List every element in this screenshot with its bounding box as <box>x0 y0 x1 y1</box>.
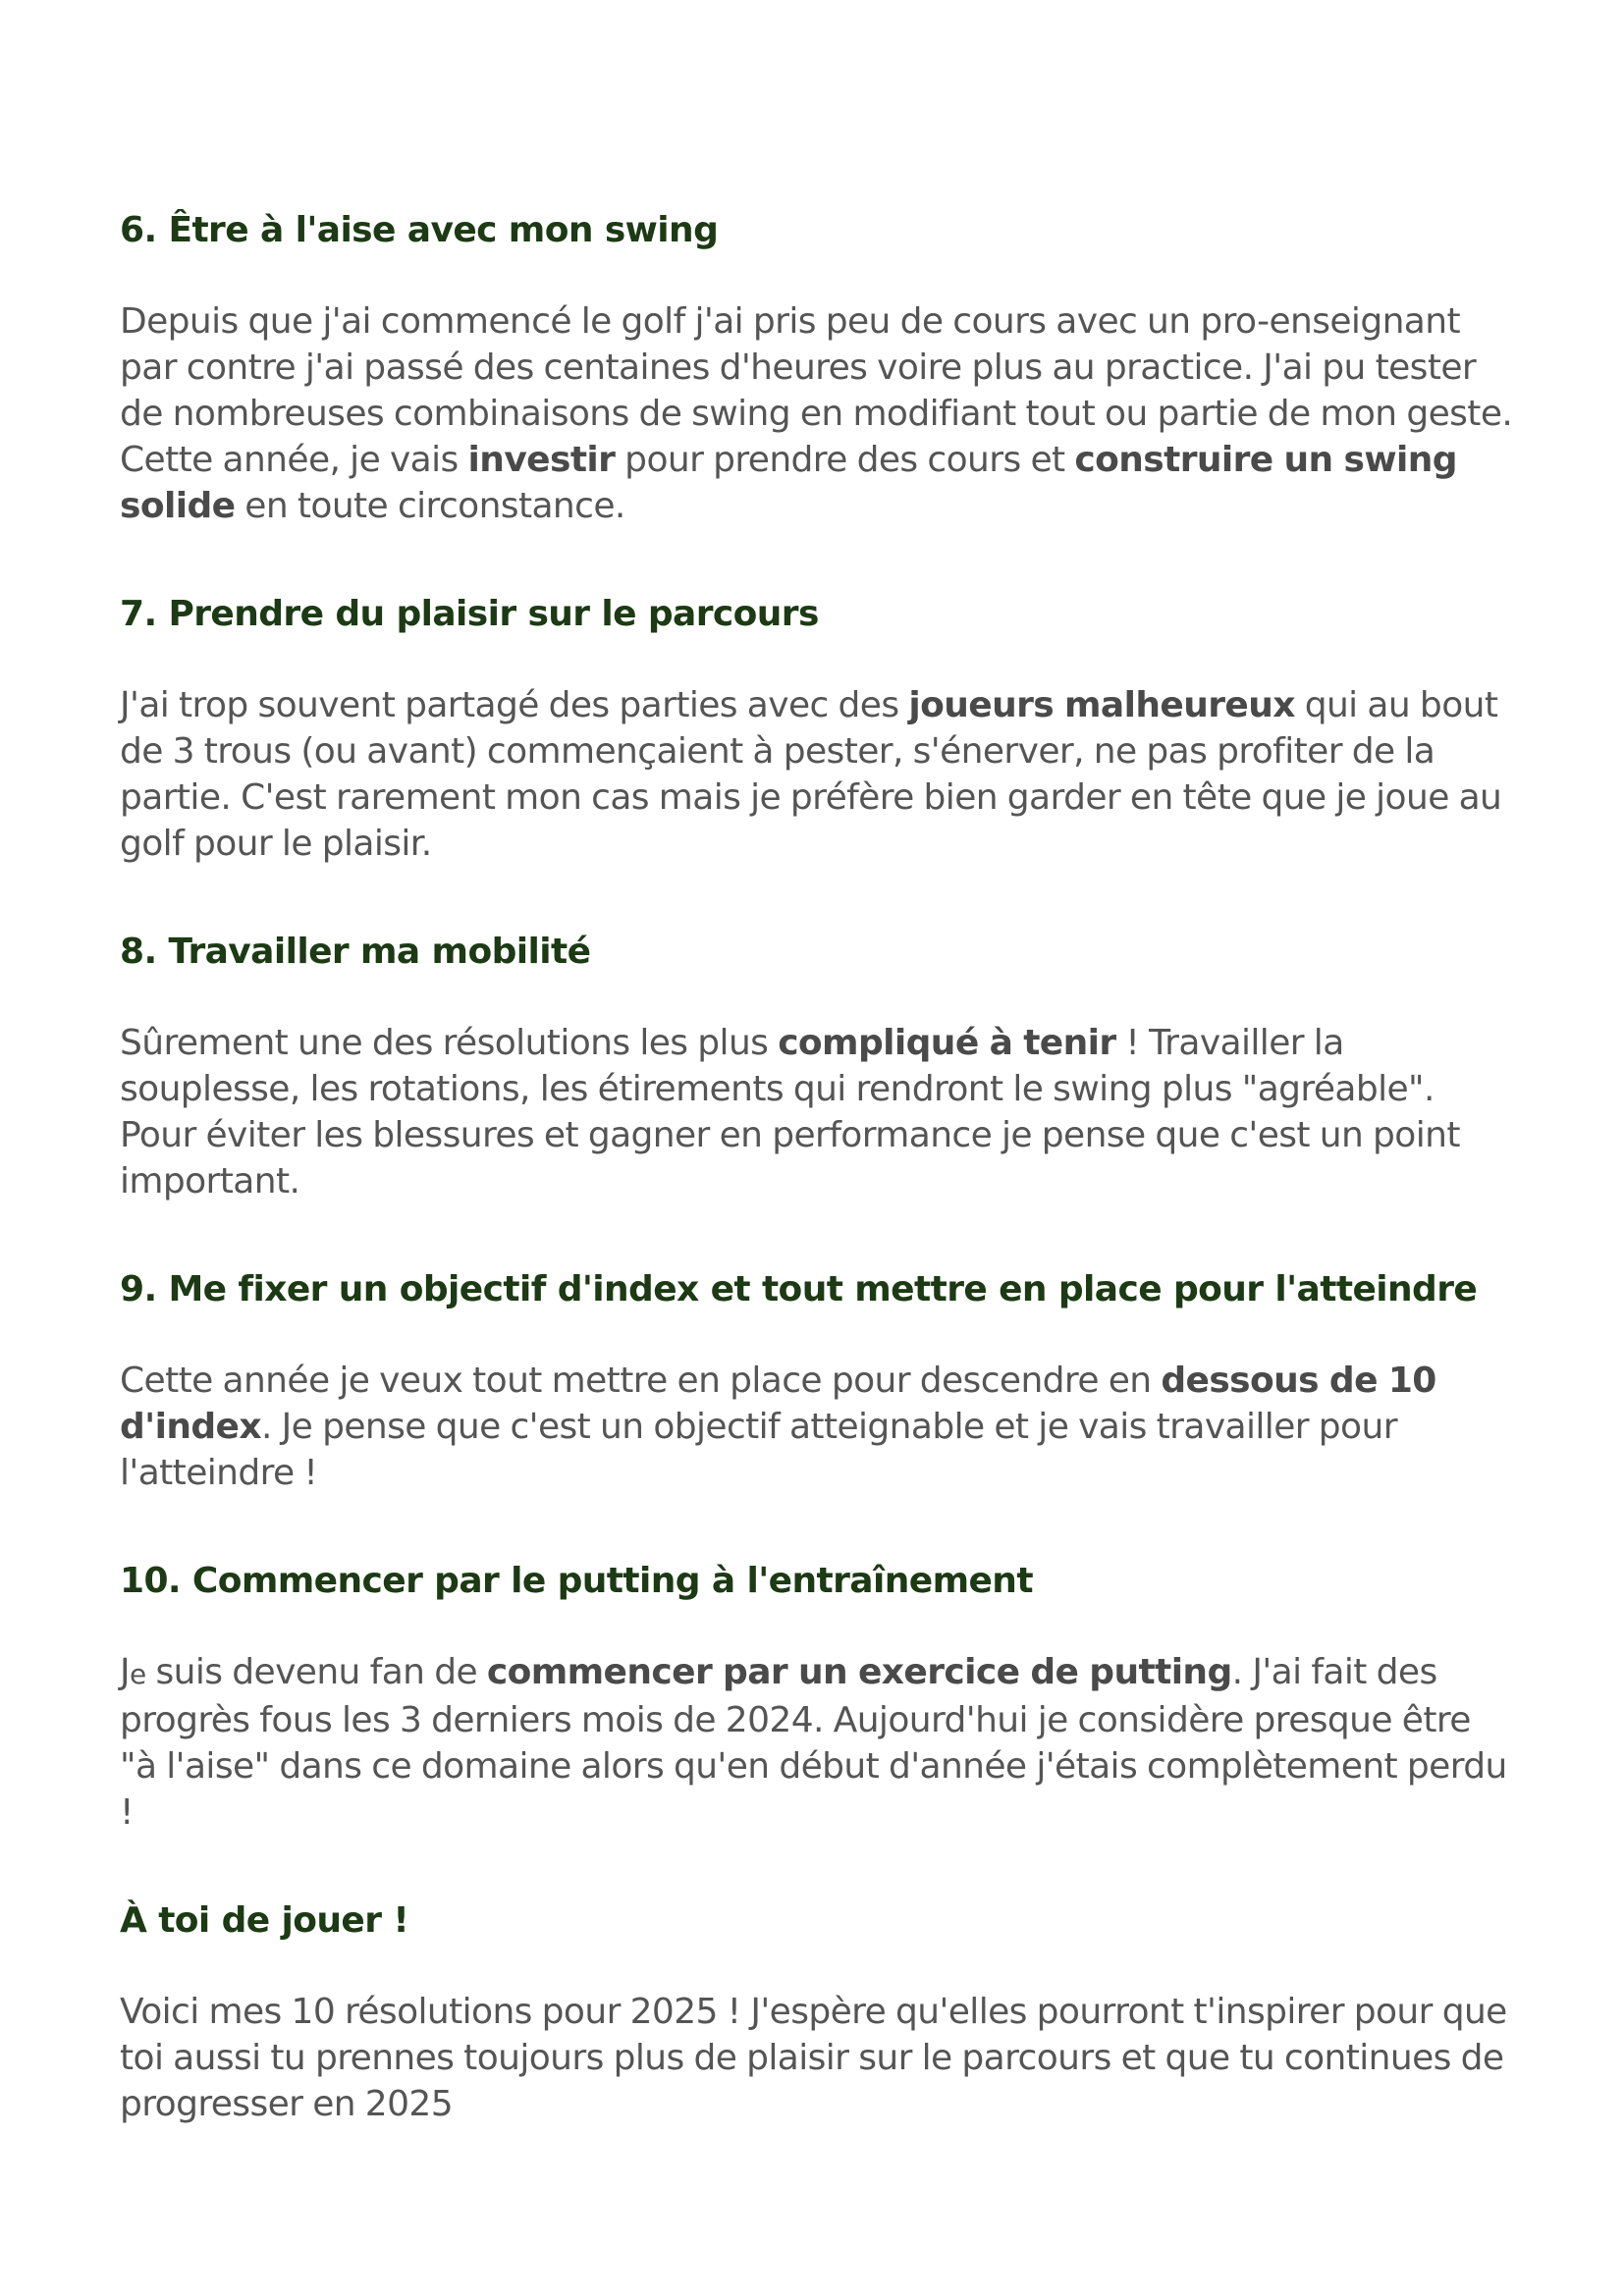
body-emphasis: dessous de 10 d'index <box>120 1361 1436 1447</box>
body-text: . Je pense que c'est un objectif atteignable et je vais travailler pour l'atteindre ! <box>120 1407 1397 1493</box>
body-text: suis devenu fan de <box>145 1652 487 1692</box>
section-body <box>120 1020 1514 1204</box>
section-putting <box>120 1557 1514 1836</box>
section-body <box>120 1358 1514 1496</box>
section-body <box>120 1989 1514 2127</box>
section-title: À toi de jouer ! <box>120 1900 409 1941</box>
section-title: 9. Me fixer un objectif d'index et tout mettre en place pour l'atteindre <box>120 1269 1478 1309</box>
body-text: Depuis que j'ai commencé le golf j'ai pris peu de cours avec un pro-enseignant par contre j'ai passé des centaines d'heures voire plus au practice. J'ai pu tester de nombreuses combinaisons de swing en modifiant tout ou partie de mon geste. Cette année, je vais <box>120 301 1513 480</box>
section-swing <box>120 206 1514 529</box>
section-title: 8. Travailler ma mobilité <box>120 932 591 972</box>
body-text: ! Travailler la souplesse, les rotations, les étirements qui rendront le swing plus "agréable". Pour éviter les blessures et gagner en performance je pense que c'est un point important. <box>120 1023 1460 1201</box>
document-page <box>120 206 1514 2188</box>
body-emphasis: investir <box>467 440 616 480</box>
body-emphasis: compliqué à tenir <box>778 1023 1116 1063</box>
body-emphasis: joueurs malheureux <box>908 685 1295 725</box>
body-text: Cette année je veux tout mettre en place pour descendre en <box>120 1361 1162 1401</box>
body-text: Sûrement une des résolutions les plus <box>120 1023 779 1063</box>
body-text-small: e <box>130 1658 146 1690</box>
body-text: en toute circonstance. <box>235 486 625 526</box>
body-emphasis: commencer par un exercice de putting <box>486 1652 1232 1692</box>
section-index <box>120 1265 1514 1496</box>
body-text: pour prendre des cours et <box>615 440 1075 480</box>
body-text: J'ai trop souvent partagé des parties avec des <box>120 685 909 725</box>
section-plaisir <box>120 590 1514 867</box>
section-title: 6. Être à l'aise avec mon swing <box>120 210 719 250</box>
section-body <box>120 682 1514 867</box>
body-text: Voici mes 10 résolutions pour 2025 ! J'espère qu'elles pourront t'inspirer pour que toi aussi tu prennes toujours plus de plaisir sur le parcours et que tu continues de progresser en 2025 <box>120 1992 1507 2124</box>
section-mobilite <box>120 928 1514 1204</box>
section-title: 10. Commencer par le putting à l'entraînement <box>120 1561 1033 1601</box>
section-conclusion <box>120 1896 1514 2127</box>
section-title: 7. Prendre du plaisir sur le parcours <box>120 594 819 634</box>
section-body <box>120 298 1514 529</box>
body-text: J <box>120 1652 131 1692</box>
body-emphasis: construire un swing solide <box>120 440 1457 526</box>
section-body <box>120 1649 1514 1836</box>
body-text: qui au bout de 3 trous (ou avant) commençaient à pester, s'énerver, ne pas profiter de la partie. C'est rarement mon cas mais je préfère bien garder en tête que je joue au golf pour le plaisir. <box>120 685 1502 864</box>
body-text: . J'ai fait des progrès fous les 3 derniers mois de 2024. Aujourd'hui je considère presque être "à l'aise" dans ce domaine alors qu'en début d'année j'étais complètement perdu ! <box>120 1652 1507 1833</box>
